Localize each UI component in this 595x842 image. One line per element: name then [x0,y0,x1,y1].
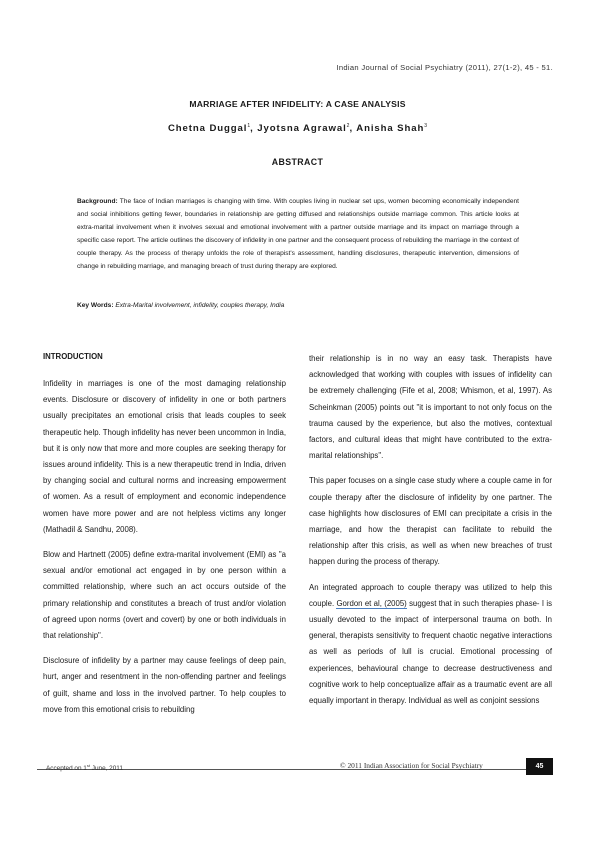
body-paragraph: Infidelity in marriages is one of the most damaging relationship events. Disclosure or discovery of infidelity in one or both partners usually precipitates an emotional crisis that leads couples to seek therapeutic help. Though infidelity has never been uncommon in India, but it is only now that more and more couples are seeking therapy for issues around infidelity. This is a new therapeutic trend in India, driven by changing social and cultural norms and increasing empowerment of women. As a result of employment and economic independence women have more power and are not helpless victims any longer (Mathadil & Sandhu, 2008). [43,379,286,534]
author-affiliation-mark: 2 [346,123,350,129]
page-number-badge: 45 [526,758,553,775]
keywords-label: Key Words: [77,302,114,309]
author-name: Jyotsna Agrawal [257,123,347,135]
abstract-body [77,195,519,273]
author-affiliation-mark: 3 [424,123,428,129]
body-paragraph [309,580,552,710]
left-column [43,351,286,718]
author-list [0,123,595,134]
accepted-suffix: June, 2011 [89,765,123,773]
background-label: Background: [77,198,118,205]
keywords-values: Extra-Marital involvement, infidelity, couples therapy, India [113,302,285,309]
accepted-ordinal: st [86,763,90,768]
journal-citation: Indian Journal of Social Psychiatry (2011), 27(1-2), 45 - 51. [336,63,553,72]
citation-link-gordon[interactable]: Gordon et al, (2005) [336,598,407,608]
accepted-prefix: Accepted on 1 [46,765,87,773]
paragraph-text: suggest that in such therapies phase- I is usually devoted to the impact of interpersonal trauma on both. In general, therapists sensitivity to frequent chaotic negative interactions as well as periods of lull is crucial. Emotional processing of experiences, behavioural change to decrease destructiveness and cognitive work to help conceptualize affair as a traumatic event are all equally important in therapy. Individual as well as conjoint sessions [309,598,552,706]
body-paragraph: their relationship is in no way an easy task. Therapists have acknowledged that working with couples with issues of infidelity can be extremely challenging (Fife et al, 2008; Whismon, et al, 1997). As Scheinkman (2005) points out "it is important to not only focus on the trauma caused by the experience, but also the motives, contextual factors, and cultural ideas that might have contributed to the extra-marital relationships". [309,354,552,461]
paragraph-text: An integrated approach to couple therapy was utilized to help this couple. [309,582,552,608]
body-paragraph: Disclosure of infidelity by a partner may cause feelings of deep pain, hurt, anger and resentment in the non-offending partner and feelings of guilt, shame and loss in the involved partner. To help couples to move from this emotional crisis to rebuilding [43,656,286,714]
author-separator: , [250,123,258,135]
author-name: Anisha Shah [356,123,425,135]
keywords [77,300,519,312]
introduction-heading: INTRODUCTION [43,352,103,361]
background-text: The face of Indian marriages is changing with time. With couples living in nuclear set ups, women becoming economically independent and social inhibitions getting fewer, boundaries in relationship are getting diffused and relationships outside marriage common. This article looks at extra-marital involvement when it involves sexual and emotional involvement with a partner outside marriage and its impact on marriage through a specific case report. The article outlines the discovery of infidelity in one partner and the consequent process of rebuilding the marriage in the context of couple therapy. As the process of therapy unfolds the role of therapist's assessment, handling disclosures, therapeutic intervention, dimensions of change in rebuilding marriage, and managing breach of trust during therapy are explored. [77,198,519,270]
copyright-notice: © 2011 Indian Association for Social Psychiatry [340,761,483,770]
author-affiliation-mark: 1 [247,123,251,129]
abstract-heading: ABSTRACT [271,157,324,167]
author-separator: , [349,123,357,135]
accepted-date [46,763,123,772]
author-name: Chetna Duggal [167,123,248,135]
right-column [309,351,552,709]
body-paragraph: This paper focuses on a single case study where a couple came in for couple therapy after the disclosure of infidelity by one partner. The case highlights how disclosures of EMI can precipitate a crisis in the marriage, and how the therapist can facilitate to rebuild the relationship after this crisis, as well as when new breaches of trust happen during the process of therapy. [309,476,552,567]
article-title: MARRIAGE AFTER INFIDELITY: A CASE ANALYSIS [189,99,406,109]
body-paragraph: Blow and Hartnett (2005) define extra-marital involvement (EMI) as "a sexual and/or emotional act engaged in by one person within a committed relationship, where such an act occurs outside of the primary relationship and constitutes a breach of trust and/or violation of agreed upon norms (overt and covert) by one or both individuals in that relationship". [43,550,286,641]
